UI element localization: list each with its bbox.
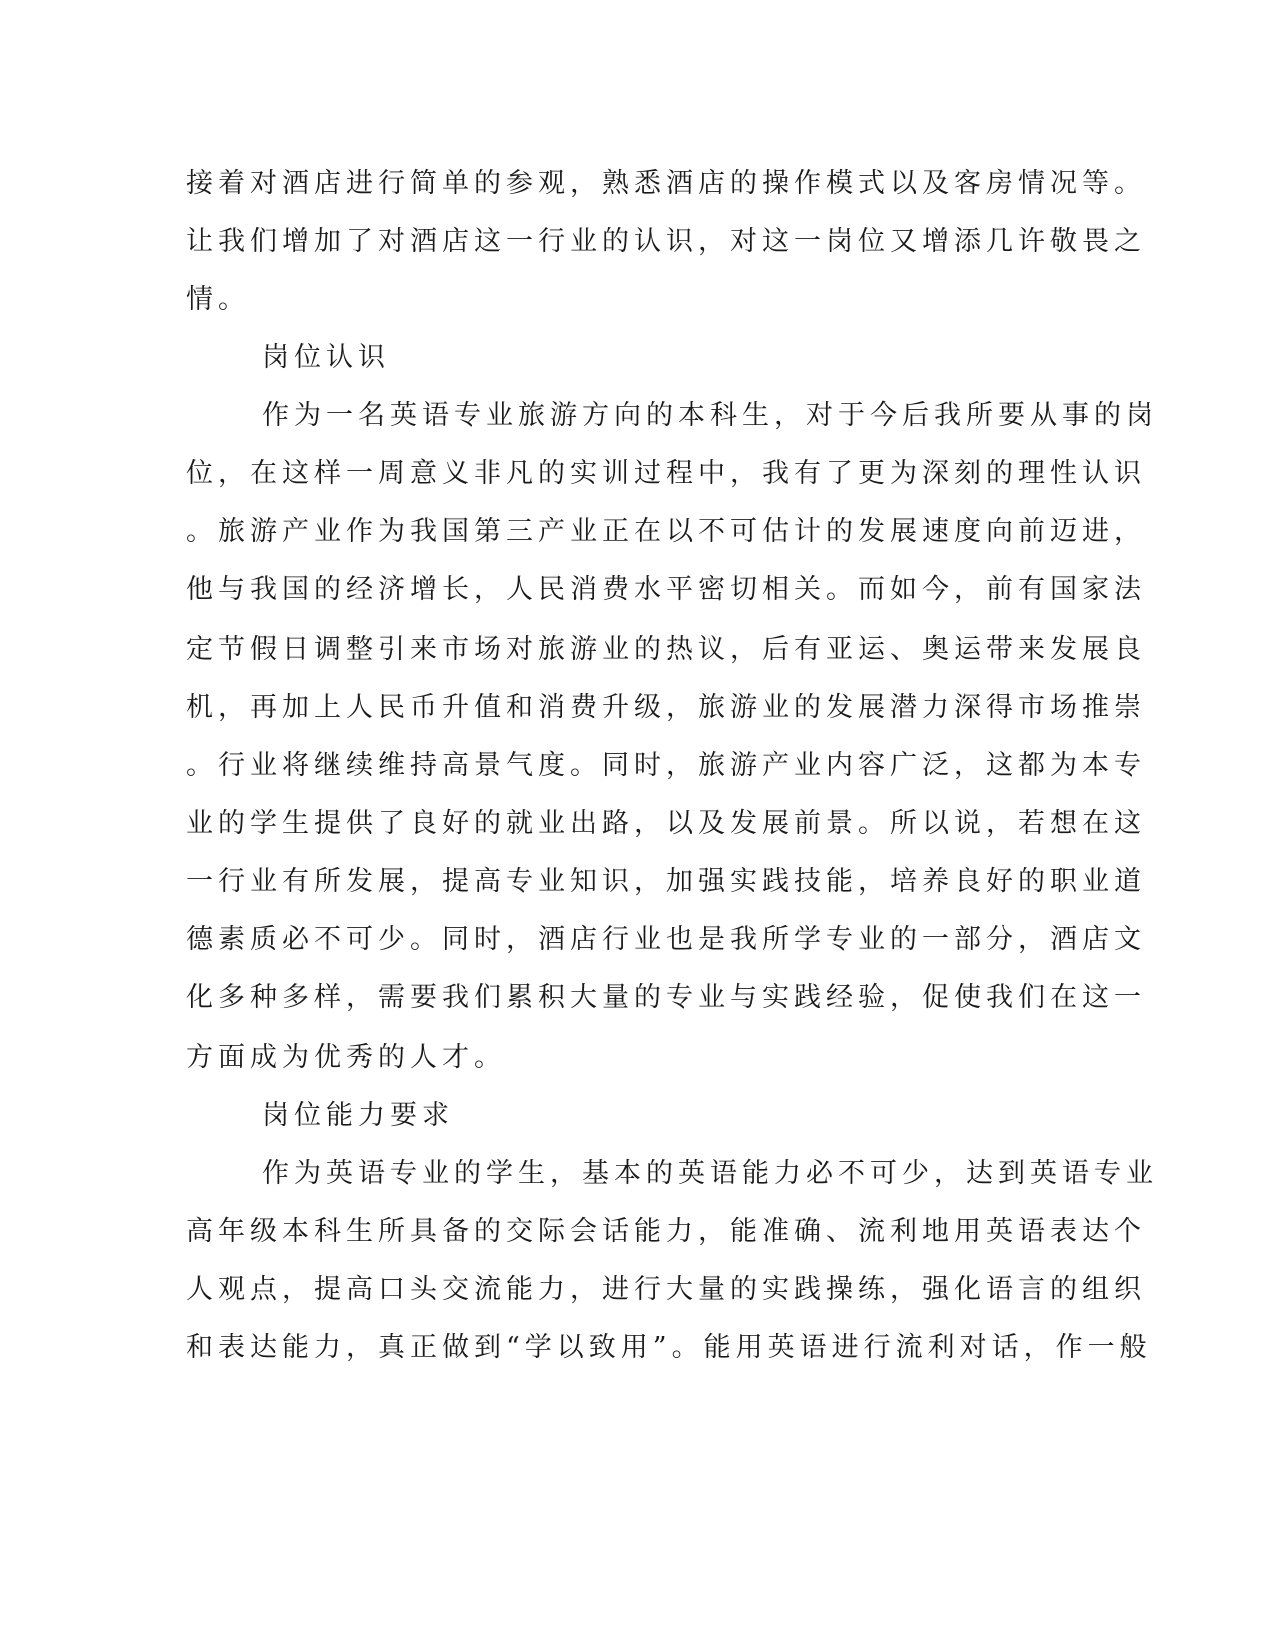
text-line: 情。 bbox=[186, 284, 250, 315]
text-line: 。行业将继续维持高景气度。同时，旅游产业内容广泛，这都为本专 bbox=[186, 750, 1146, 781]
text-line: 机，再加上人民币升值和消费升级，旅游业的发展潜力深得市场推崇 bbox=[186, 692, 1146, 723]
text-line: 业的学生提供了良好的就业出路，以及发展前景。所以说，若想在这 bbox=[186, 808, 1146, 839]
text-line: 他与我国的经济增长，人民消费水平密切相关。而如今，前有国家法 bbox=[186, 574, 1146, 605]
text-line: 位，在这样一周意义非凡的实训过程中，我有了更为深刻的理性认识 bbox=[186, 458, 1146, 489]
text-line: 定节假日调整引来市场对旅游业的热议，后有亚运、奥运带来发展良 bbox=[186, 634, 1146, 665]
text-line: 化多种多样，需要我们累积大量的专业与实践经验，促使我们在这一 bbox=[186, 982, 1146, 1013]
text-line: 高年级本科生所具备的交际会话能力，能准确、流利地用英语表达个 bbox=[186, 1216, 1146, 1247]
section-heading: 岗位认识 bbox=[262, 342, 390, 373]
text-line: 作为一名英语专业旅游方向的本科生，对于今后我所要从事的岗 bbox=[262, 400, 1158, 431]
text-line: 方面成为优秀的人才。 bbox=[186, 1042, 506, 1073]
text-line: 作为英语专业的学生，基本的英语能力必不可少，达到英语专业 bbox=[262, 1158, 1158, 1189]
text-line: 和表达能力，真正做到“学以致用”。能用英语进行流利对话，作一般 bbox=[186, 1332, 1152, 1363]
text-line: 德素质必不可少。同时，酒店行业也是我所学专业的一部分，酒店文 bbox=[186, 924, 1146, 955]
text-line: 。旅游产业作为我国第三产业正在以不可估计的发展速度向前迈进， bbox=[186, 516, 1146, 547]
text-line: 一行业有所发展，提高专业知识，加强实践技能，培养良好的职业道 bbox=[186, 866, 1146, 897]
text-line: 接着对酒店进行简单的参观，熟悉酒店的操作模式以及客房情况等。 bbox=[186, 168, 1146, 199]
section-heading: 岗位能力要求 bbox=[262, 1100, 454, 1131]
text-line: 让我们增加了对酒店这一行业的认识，对这一岗位又增添几许敬畏之 bbox=[186, 226, 1146, 257]
text-line: 人观点，提高口头交流能力，进行大量的实践操练，强化语言的组织 bbox=[186, 1274, 1146, 1305]
